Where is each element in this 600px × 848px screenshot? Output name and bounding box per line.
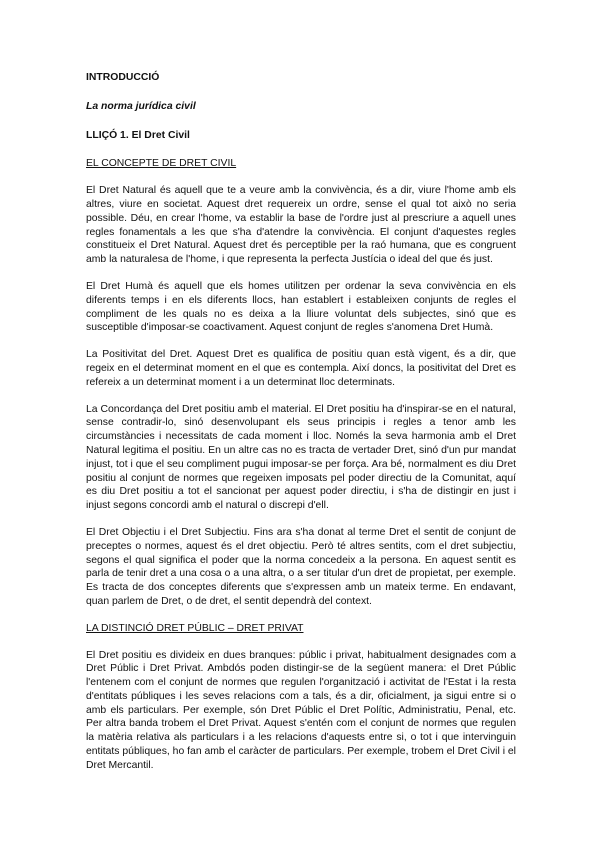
paragraph-concordanca: La Concordança del Dret positiu amb el material. El Dret positiu ha d'inspirar-se en el natural, sense contradir-lo, sinó desenvolupant els seus principis i regles a tenor amb les circumstàncies i necessitats de cada moment i lloc. Només la seva harmonia amb el Dret Natural legitima el positiu. En un altre cas no es tracta de vertader Dret, sinó d'un pur mandat injust, tot i que el seu compliment pugui imposar-se per força. Ara bé, normalment es diu Dret positiu al conjunt de normes que regeixen imposats pel poder directiu de la Comunitat, aquí es diu Dret positiu a tot el sancionat per aquest poder directiu, i s'ha de distingir en just i injust segons concordi amb el natural o discrepi d'ell. bbox=[86, 403, 516, 512]
paragraph-dret-huma: El Dret Humà és aquell que els homes utilitzen per ordenar la seva convivència en els diferents temps i en els diferents llocs, han establert i estableixen conjunts de regles el compliment de les quals no es deixa a la lliure voluntat dels subjectes, sinó que es susceptible d'imposar-se coactivament. Aquest conjunt de regles s'anomena Dret Humà. bbox=[86, 280, 516, 334]
heading-lliso: LLIÇÓ 1. El Dret Civil bbox=[86, 129, 190, 141]
section-title-distincio: LA DISTINCIÓ DRET PÚBLIC – DRET PRIVAT bbox=[86, 622, 304, 634]
section-title-concepte: EL CONCEPTE DE DRET CIVIL bbox=[86, 158, 237, 170]
paragraph-positivitat: La Positivitat del Dret. Aquest Dret es qualifica de positiu quan està vigent, és a dir, que regeix en el determinat moment en el que es contempla. Així doncs, la positivitat del Dret es refereix a un determinat moment i a un determinat lloc determinats. bbox=[86, 349, 516, 388]
heading-norma-juridica: La norma jurídica civil bbox=[86, 100, 196, 112]
paragraph-public-privat: El Dret positiu es divideix en dues branques: públic i privat, habitualment designades com a Dret Públic i Dret Privat. Ambdós poden distingir-se de la següent manera: el Dret Públic l'entenem com el conjunt de normes que regulen l'organització i activitat de l'Estat i la resta d'entitats públiques i les seves relacions com a tals, és a dir, oficialment, ja sigui entre si o amb els particulars. Per exemple, són Dret Públic el Dret Polític, Administratiu, Penal, etc. Per altra banda trobem el Dret Privat. Aquest s'entén com el conjunt de normes que regulen la matèria relativa als particulars i a les relacions d'aquests entre si, o tot i que intervinguin entitats públiques, ho fan amb el caràcter de particulars. Per exemple, trobem el Dret Civil i el Dret Mercantil. bbox=[86, 649, 516, 771]
paragraph-dret-natural: El Dret Natural és aquell que te a veure amb la convivència, és a dir, viure l'home amb els altres, viure en societat. Aquest dret requereix un ordre, sense el qual tot això no seria possible. Déu, en crear l'home, va establir la base de l'ordre just al prescriure a aquell unes regles fonamentals a les que s'ha d'atendre la convivència. El conjunt d'aquestes regles constitueix el Dret Natural. Aquest dret és perceptible per la raó humana, que es congruent amb la naturalesa de l'home, i que representa la perfecta Justícia o ideal del que és just. bbox=[86, 185, 516, 266]
document-body bbox=[86, 71, 516, 786]
heading-introduccio: INTRODUCCIÓ bbox=[86, 72, 160, 83]
paragraph-objectiu-subjectiu: El Dret Objectiu i el Dret Subjectiu. Fins ara s'ha donat al terme Dret el sentit de conjunt de preceptes o normes, aquest és el dret objectiu. Però té altres sentits, com el dret subjectiu, segons el qual significa el poder que la norma concedeix a la persona. En aquest sentit es parla de tenir dret a una cosa o a una altra, o a ser titular d'un dret de propietat, per exemple. Es tracta de dos conceptes diferents que s'expressen amb un mateix terme. En endavant, quan parlem de Dret, o de dret, el sentit dependrà del context. bbox=[86, 526, 516, 607]
